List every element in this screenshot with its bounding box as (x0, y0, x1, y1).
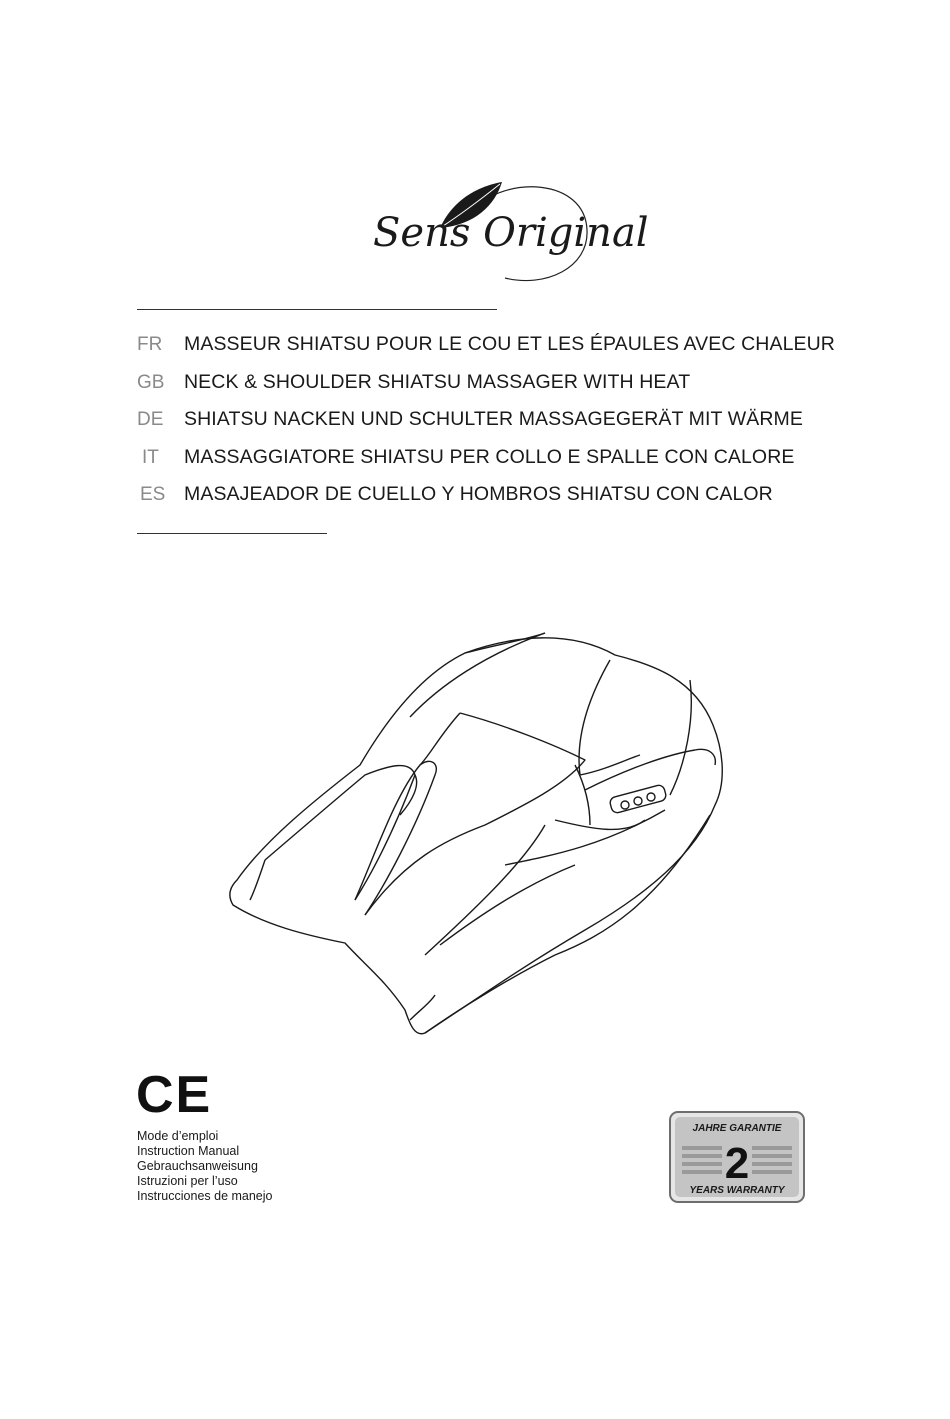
title-text: MASSAGGIATORE SHIATSU PER COLLO E SPALLE CON CALORE (184, 445, 795, 468)
title-row-fr (137, 333, 837, 371)
divider-bottom (137, 533, 327, 534)
manual-language-list (137, 1129, 273, 1204)
title-text: SHIATSU NACKEN UND SCHULTER MASSAGEGERÄT MIT WÄRME (184, 408, 803, 430)
sens-original-logo (355, 170, 649, 290)
lang-code: IT (142, 446, 159, 468)
title-row-gb (137, 371, 837, 409)
title-text: MASSEUR SHIATSU POUR LE COU ET LES ÉPAULES AVEC CHALEUR (184, 333, 835, 355)
manual-label: Mode d’emploi (137, 1129, 219, 1143)
warranty-top-text: JAHRE GARANTIE (692, 1123, 782, 1134)
title-row-de (137, 408, 837, 446)
divider-top (137, 309, 497, 310)
logo-wordmark: Sens Original (373, 210, 649, 256)
ce-mark-text: CE (136, 1066, 213, 1124)
manual-label: Instruction Manual (137, 1144, 240, 1158)
title-text: NECK & SHOULDER SHIATSU MASSAGER WITH HEAT (184, 370, 691, 393)
warranty-bottom-text: YEARS WARRANTY (689, 1185, 785, 1196)
ce-mark (136, 1066, 213, 1124)
title-text: MASAJEADOR DE CUELLO Y HOMBROS SHIATSU CON CALOR (184, 483, 773, 505)
lang-code: DE (137, 409, 164, 430)
warranty-badge (668, 1110, 806, 1204)
lang-code: ES (140, 484, 166, 505)
title-row-es (137, 483, 837, 521)
lang-code: FR (137, 334, 163, 355)
warranty-number: 2 (724, 1139, 750, 1188)
manual-label: Istruzioni per l’uso (137, 1174, 238, 1188)
lang-code: GB (137, 371, 165, 393)
manual-label: Gebrauchsanweisung (137, 1159, 258, 1173)
manual-label: Instrucciones de manejo (137, 1189, 273, 1203)
product-titles (137, 333, 837, 521)
title-row-it (137, 446, 837, 484)
massager-illustration (225, 625, 735, 1045)
